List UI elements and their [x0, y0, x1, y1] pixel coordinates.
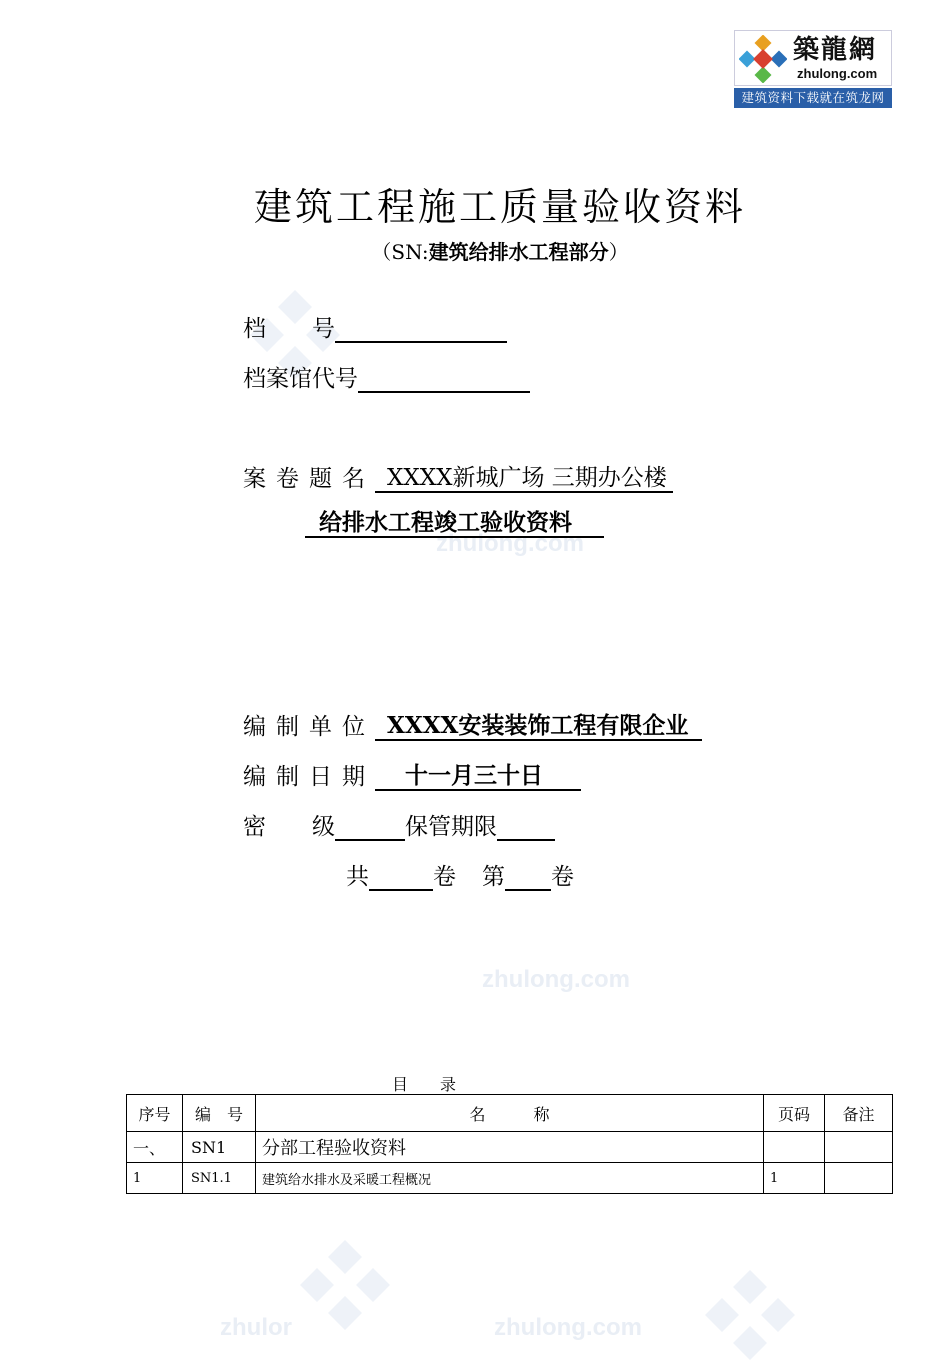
compiler-line: [243, 708, 702, 741]
toc-header-cell: 序号: [127, 1095, 183, 1132]
toc-table: [126, 1094, 893, 1194]
watermark-text: zhulor: [220, 1314, 292, 1341]
logo-top-panel: [734, 30, 892, 86]
archive-code-blank: [358, 367, 530, 393]
watermark-flower-icon: [705, 1270, 795, 1360]
toc-cell: SN1.1: [183, 1163, 256, 1194]
toc-cell: 建筑给水排水及采暖工程概况: [256, 1163, 764, 1194]
file-no-line: [243, 310, 507, 343]
flower-logo-icon: [739, 35, 787, 83]
date-value: 十一月三十日: [375, 763, 581, 791]
compiler-value: XXXX安装装饰工程有限企业: [375, 713, 702, 741]
total-blank: [369, 865, 433, 891]
secret-blank: [335, 815, 405, 841]
toc-title: 目录: [392, 1075, 489, 1094]
toc-cell: 分部工程验收资料: [256, 1132, 764, 1163]
case-title-line: [243, 460, 673, 493]
toc-cell: [764, 1132, 825, 1163]
retention-blank: [497, 815, 555, 841]
case-title-line-2: [305, 510, 604, 538]
toc-header-cell: 编 号: [183, 1095, 256, 1132]
toc-cell: 一、: [127, 1132, 183, 1163]
toc-cell: 1: [764, 1163, 825, 1194]
volume-label-2: 卷: [551, 864, 574, 890]
subtitle-close: ）: [608, 240, 629, 264]
toc-header-cell: 页码: [764, 1095, 825, 1132]
logo-brand-en: zhulong.com: [797, 66, 878, 81]
toc-cell: SN1: [183, 1132, 256, 1163]
nth-blank: [505, 865, 551, 891]
compiler-label: 编制单位: [243, 714, 375, 740]
toc-cell: 1: [127, 1163, 183, 1194]
file-no-label: 档 号: [243, 316, 335, 342]
case-title-value-2: 给排水工程竣工验收资料: [305, 510, 604, 538]
case-title-label: 案卷题名: [243, 466, 375, 492]
case-title-value: XXXX新城广场 三期办公楼: [375, 465, 673, 493]
subtitle-bold: 建筑给排水工程部分: [428, 240, 609, 264]
logo-brand-cn: 築龍網: [793, 35, 878, 65]
retention-label: 保管期限: [405, 814, 497, 840]
toc-header-row: [127, 1095, 893, 1132]
volume-label: 卷: [433, 864, 456, 890]
toc-header-cell: 名 称: [256, 1095, 764, 1132]
document-title: 建筑工程施工质量验收资料: [253, 185, 746, 229]
volume-line: [346, 858, 574, 891]
date-line: [243, 758, 581, 791]
archive-code-line: [243, 360, 530, 393]
date-label: 编制日期: [243, 764, 375, 790]
secret-line: [243, 808, 555, 841]
document-subtitle: [0, 236, 950, 265]
total-label: 共: [346, 864, 369, 890]
toc-cell: [825, 1163, 893, 1194]
zhulong-logo: [734, 30, 892, 108]
watermark-flower-icon: [300, 1240, 390, 1330]
subtitle-open: （SN:: [371, 240, 429, 264]
watermark-text: zhulong.com: [494, 1314, 642, 1341]
file-no-blank: [335, 317, 507, 343]
archive-code-label: 档案馆代号: [243, 366, 358, 392]
nth-label: 第: [482, 864, 505, 890]
table-row: [127, 1132, 893, 1163]
secret-label: 密 级: [243, 814, 335, 840]
watermark-text: zhulong.com: [482, 966, 630, 993]
logo-slogan: 建筑资料下载就在筑龙网: [734, 88, 892, 108]
watermark-text: zhulong.com: [436, 530, 584, 557]
toc-cell: [825, 1132, 893, 1163]
table-row: [127, 1163, 893, 1194]
toc-header-cell: 备注: [825, 1095, 893, 1132]
